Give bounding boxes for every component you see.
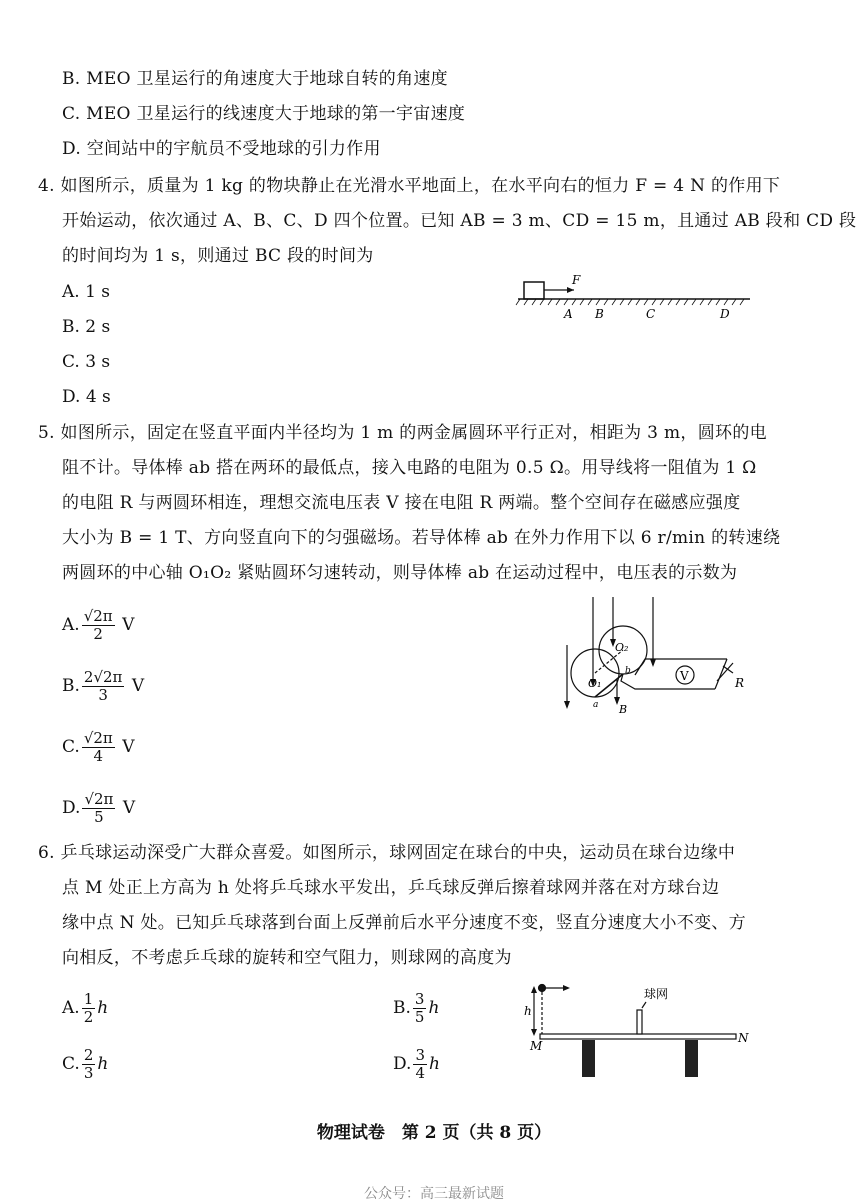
- q6-stem-line1: 6. 乒乓球运动深受广大群众喜爱。如图所示，球网固定在球台的中央，运动员在球台边缘中: [38, 843, 736, 863]
- q6-option-c: C. $\frac{2}{3}$ h: [62, 1046, 109, 1082]
- q4-stem-line1: 4. 如图所示，质量为 1 kg 的物块静止在光滑水平地面上，在水平向右的恒力 F = 4 N 的作用下: [38, 176, 781, 196]
- q6-option-b: B. $\frac{3}{5}$ h: [393, 990, 440, 1026]
- q5-label-b-rod: b: [625, 666, 631, 676]
- q3-option-c: C. MEO 卫星运行的线速度大于地球的第一宇宙速度: [62, 104, 466, 124]
- q5-stem-line1: 5. 如图所示，固定在竖直平面内半径均为 1 m 的两金属圆环平行正对，相距为 3 m，圆环的电: [38, 423, 767, 443]
- page-footer: 物理试卷 第 2 页（共 8 页）: [316, 1123, 552, 1143]
- q6-leg-left: [582, 1040, 595, 1077]
- q6-option-a: A. $\frac{1}{2}$ h: [62, 990, 109, 1026]
- q4-label-c: C: [646, 307, 656, 321]
- watermark: 公众号：高三最新试题: [364, 1186, 504, 1202]
- q5-stem-line5: 两圆环的中心轴 O₁O₂ 紧贴圆环匀速转动，则导体棒 ab 在运动过程中，电压表的示数为: [62, 563, 738, 583]
- q6-ball: [539, 985, 546, 992]
- q5-label-o2: O₂: [615, 641, 629, 654]
- q6-label-net: 球网: [644, 987, 669, 1001]
- q4-option-a: A. 1 s: [62, 282, 111, 302]
- q6-stem-line2: 点 M 处正上方高为 h 处将乒乓球水平发出，乒乓球反弹后擦着球网并落在对方球台边: [62, 878, 720, 898]
- q5-label-v: V: [680, 669, 689, 683]
- q4-stem-line3: 的时间均为 1 s，则通过 BC 段的时间为: [62, 246, 374, 266]
- q6-stem-line3: 缘中点 N 处。已知乒乓球落到台面上反弹前后水平分速度不变，竖直分速度大小不变、方: [62, 913, 746, 933]
- q5-figure: [555, 595, 755, 720]
- q4-label-f: F: [572, 273, 581, 287]
- q4-stem-line2: 开始运动，依次通过 A、B、C、D 四个位置。已知 AB = 3 m、CD = 15 m，且通过 AB 段和 CD 段: [62, 211, 857, 231]
- q5-stem-line2: 阻不计。导体棒 ab 搭在两环的最低点，接入电路的电阻为 0.5 Ω。用导线将一阻值为 1 Ω: [62, 458, 757, 478]
- q5-stem-line3: 的电阻 R 与两圆环相连，理想交流电压表 V 接在电阻 R 两端。整个空间存在磁感应强度: [62, 493, 741, 513]
- q4-option-c: C. 3 s: [62, 352, 111, 372]
- q4-block: [524, 282, 544, 299]
- q6-option-d: D. $\frac{3}{4}$ h: [393, 1046, 440, 1082]
- q5-option-a: A. $\frac{√2\pi}{2}$ V: [62, 607, 135, 643]
- q6-stem-line4: 向相反，不考虑乒乓球的旋转和空气阻力，则球网的高度为: [62, 948, 512, 968]
- q4-label-a: A: [564, 307, 573, 321]
- q6-figure: [520, 978, 760, 1083]
- q5-label-a: a: [593, 700, 599, 710]
- q4-option-d: D. 4 s: [62, 387, 111, 407]
- q6-table: [540, 1034, 736, 1039]
- q5-option-b: B. $\frac{2√2\pi}{3}$ V: [62, 668, 145, 704]
- q3-option-d: D. 空间站中的宇航员不受地球的引力作用: [62, 139, 381, 159]
- q6-label-m: M: [530, 1039, 543, 1053]
- q6-label-h: h: [524, 1004, 532, 1018]
- q5-stem-line4: 大小为 B = 1 T、方向竖直向下的匀强磁场。若导体棒 ab 在外力作用下以 6 r/min 的转速绕: [62, 528, 781, 548]
- q6-label-n: N: [738, 1031, 749, 1045]
- q4-label-b: B: [595, 307, 604, 321]
- q4-option-b: B. 2 s: [62, 317, 111, 337]
- q5-label-o1: O₁: [588, 677, 602, 690]
- q6-net: [637, 1010, 642, 1034]
- q4-figure: [510, 270, 760, 325]
- q6-leg-right: [685, 1040, 698, 1077]
- q5-option-d: D. $\frac{√2\pi}{5}$ V: [62, 790, 136, 826]
- q5-option-c: C. $\frac{√2\pi}{4}$ V: [62, 729, 135, 765]
- q4-label-d: D: [720, 307, 730, 321]
- q5-label-b: B: [619, 703, 628, 716]
- q3-option-b: B. MEO 卫星运行的角速度大于地球自转的角速度: [62, 69, 448, 89]
- q5-label-r: R: [735, 676, 745, 690]
